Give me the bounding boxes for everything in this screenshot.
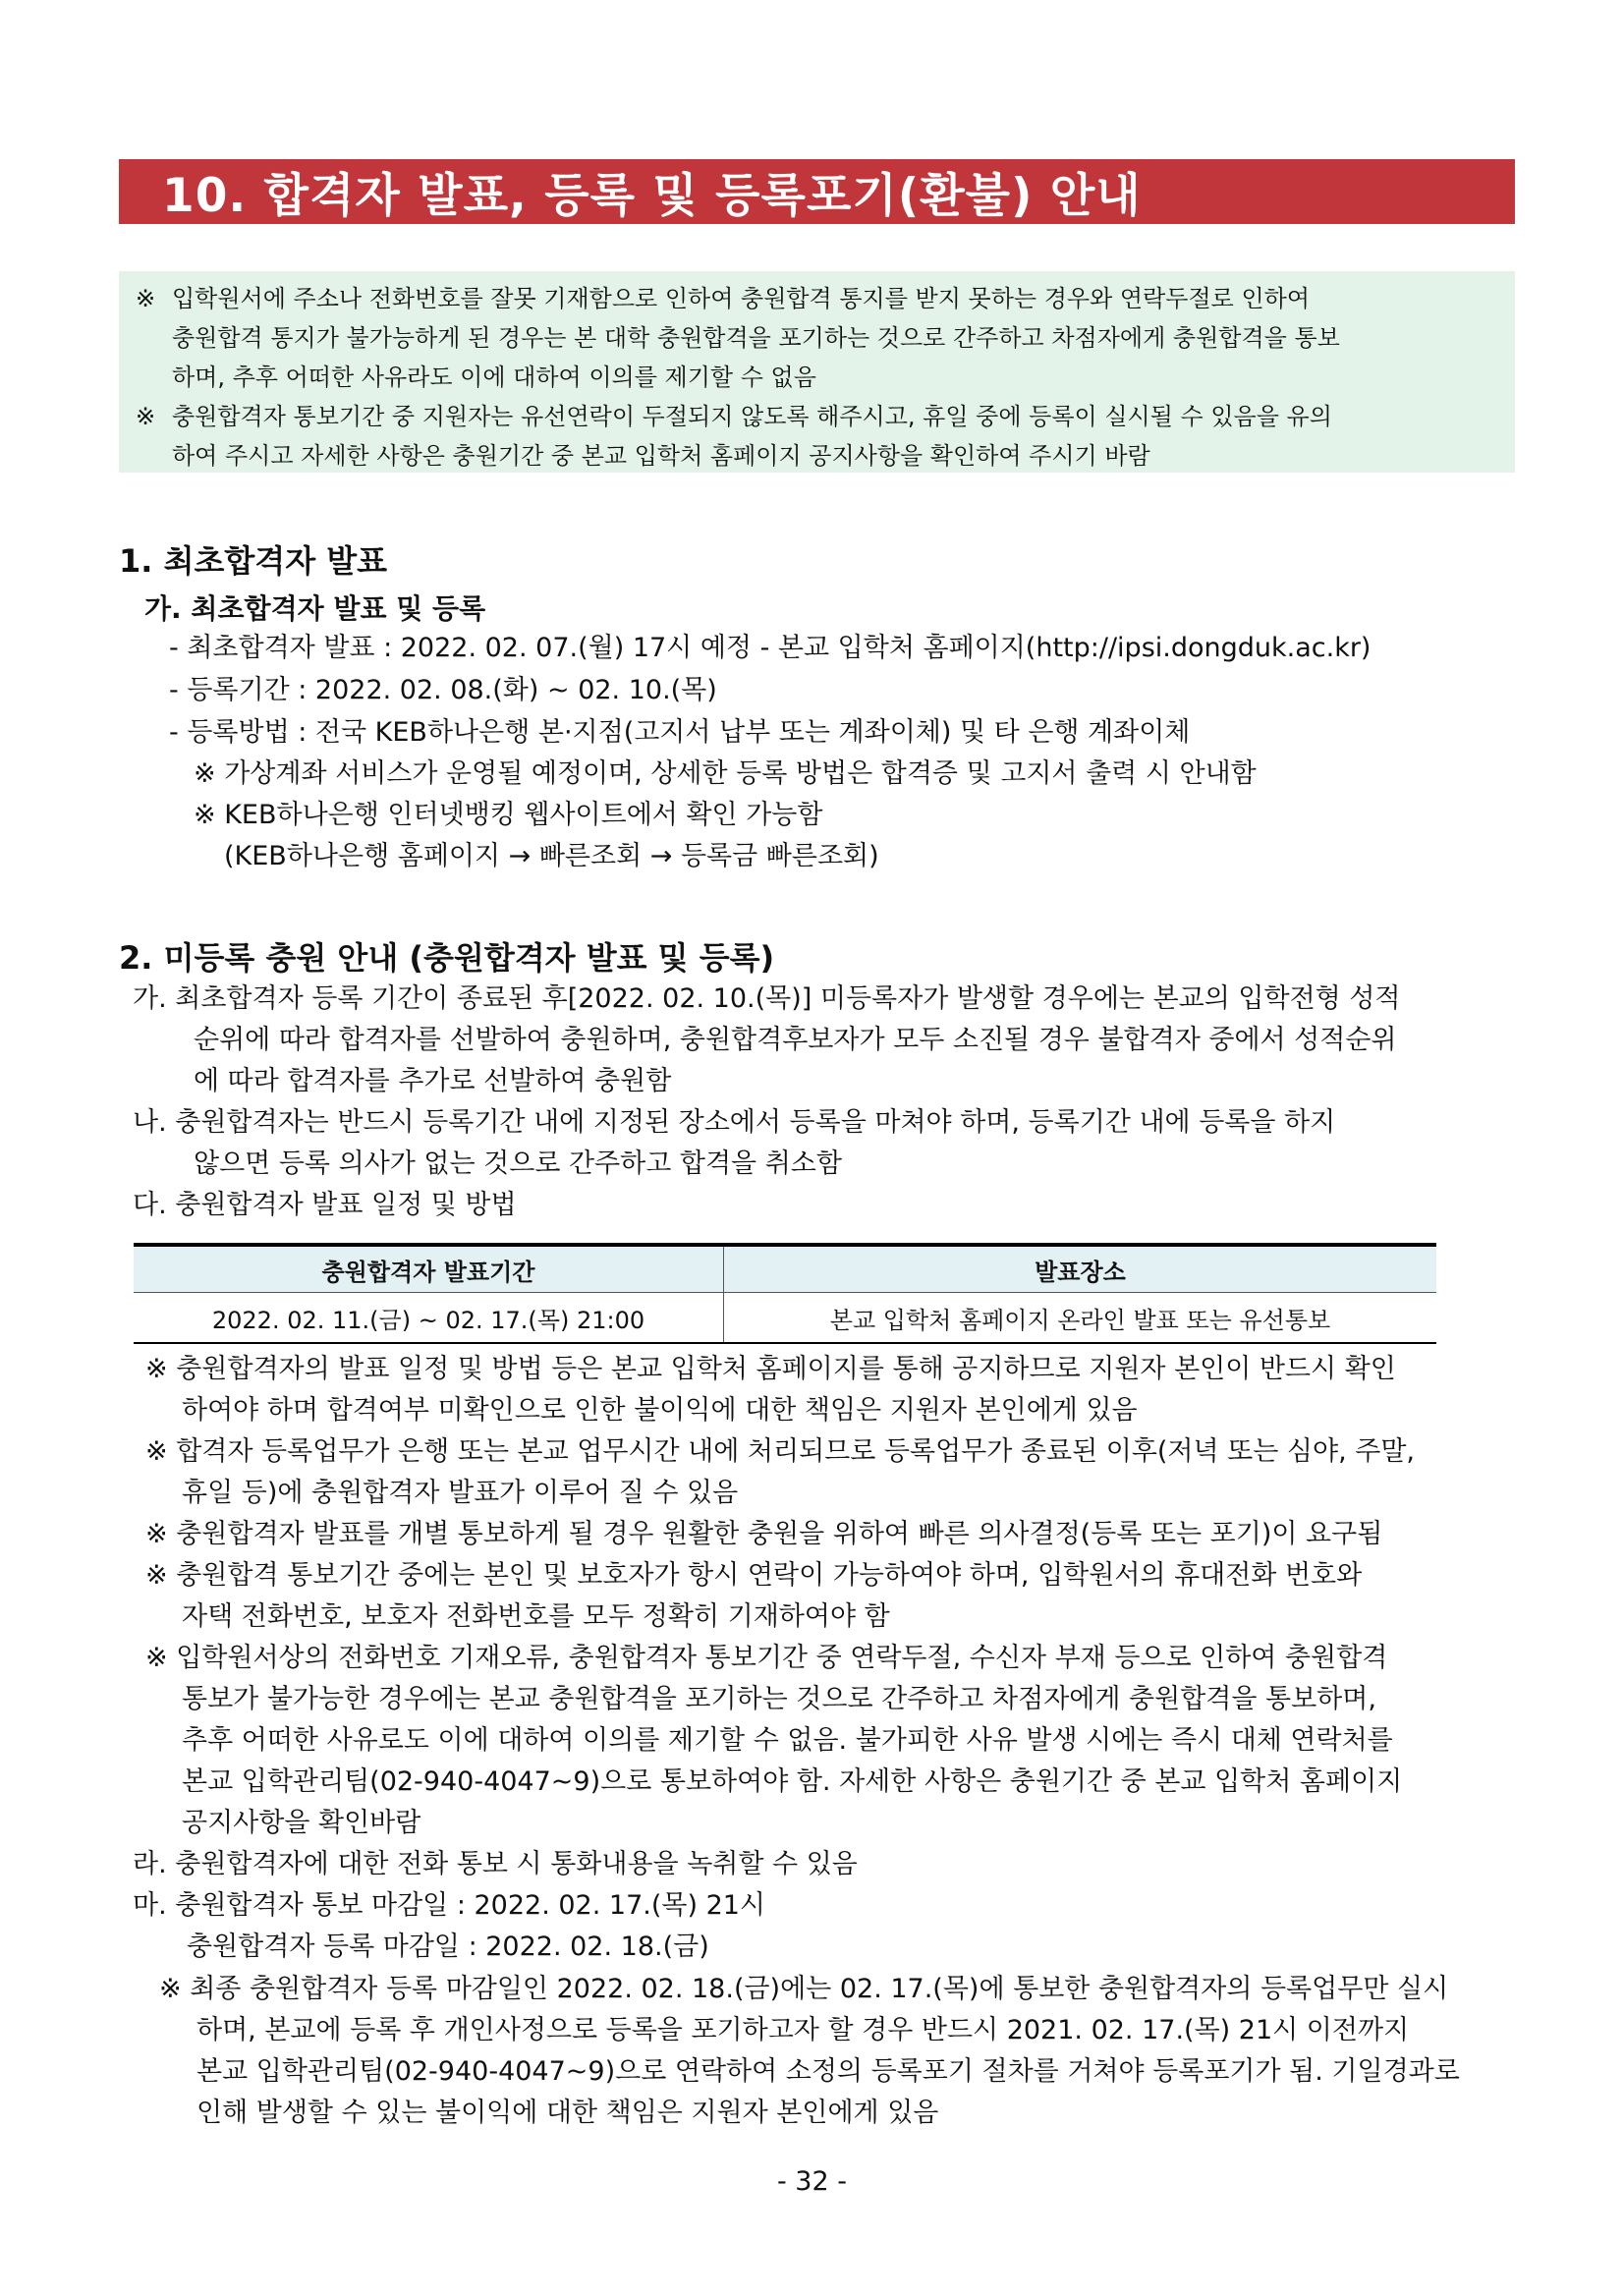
table-cell: 2022. 02. 11.(금) ~ 02. 17.(목) 21:00 [134,1293,724,1344]
note-mark: ※ [136,285,156,312]
note-line: 하여야 하며 합격여부 미확인으로 인한 불이익에 대한 책임은 지원자 본인에게 있음 [182,1395,1138,1426]
heading-unregistered-fill: 2. 미등록 충원 안내 (충원합격자 발표 및 등록) [119,939,775,977]
text-line: 다. 충원합격자 발표 일정 및 방법 [133,1190,517,1220]
note-line: 공지사항을 확인바람 [182,1808,421,1838]
table-header: 충원합격자 발표기간 [134,1245,724,1293]
note-line: ※ 입학원서상의 전화번호 기재오류, 충원합격자 통보기간 중 연락두절, 수신자 부재 등으로 인하여 충원합격 [145,1643,1388,1673]
notice-line: 하여 주시고 자세한 사항은 충원기간 중 본교 입학처 홈페이지 공지사항을 확인하여 주시기 바람 [172,442,1150,470]
text-line: (KEB하나은행 홈페이지 → 빠른조회 → 등록금 빠른조회) [224,841,879,871]
text-line: 가. 최초합격자 등록 기간이 종료된 후[2022. 02. 10.(목)] 미등록자가 발생할 경우에는 본교의 입학전형 성적 [133,983,1401,1014]
note-line: 본교 입학관리팀(02-940-4047~9)으로 연락하여 소정의 등록포기 절차를 거쳐야 등록포기가 됨. 기일경과로 [196,2056,1460,2087]
text-line: 순위에 따라 합격자를 선발하여 충원하며, 충원합격후보자가 모두 소진될 경우 불합격자 중에서 성적순위 [194,1025,1397,1055]
notice-line: 하며, 추후 어떠한 사유라도 이에 대하여 이의를 제기할 수 없음 [172,364,816,391]
note-line: 통보가 불가능한 경우에는 본교 충원합격을 포기하는 것으로 간주하고 차점자에게 충원합격을 통보하며, [182,1684,1376,1714]
notice-line: ※ 충원합격자 통보기간 중 지원자는 유선연락이 두절되지 않도록 해주시고, 휴일 중에 등록이 실시될 수 있음을 유의 [136,397,1495,436]
page-number: - 32 - [776,2166,847,2197]
table-cell: 본교 입학처 홈페이지 온라인 발표 또는 유선통보 [724,1293,1437,1344]
table-header-row [134,1245,1436,1293]
text-line: 나. 충원합격자는 반드시 등록기간 내에 지정된 장소에서 등록을 마쳐야 하며, 등록기간 내에 등록을 하지 [133,1107,1336,1138]
heading-initial-announcement: 1. 최초합격자 발표 [119,542,388,580]
text-line: ※ KEB하나은행 인터넷뱅킹 웹사이트에서 확인 가능함 [194,800,823,830]
subheading-announce-register: 가. 최초합격자 발표 및 등록 [144,592,486,625]
note-line: 추후 어떠한 사유로도 이에 대하여 이의를 제기할 수 없음. 불가피한 사유 발생 시에는 즉시 대체 연락처를 [182,1725,1393,1756]
note-line: ※ 충원합격자의 발표 일정 및 방법 등은 본교 입학처 홈페이지를 통해 공지하므로 지원자 본인이 반드시 확인 [145,1354,1396,1384]
section-title: 10. 합격자 발표, 등록 및 등록포기(환불) 안내 [119,159,1515,224]
notice-line: ※ 입학원서에 주소나 전화번호를 잘못 기재함으로 인하여 충원합격 통지를 받지 못하는 경우와 연락두절로 인하여 [136,279,1495,318]
text-line: - 등록기간 : 2022. 02. 08.(화) ~ 02. 10.(목) [169,675,717,705]
note-line: ※ 충원합격자 발표를 개별 통보하게 될 경우 원활한 충원을 위하여 빠른 의사결정(등록 또는 포기)이 요구됨 [145,1519,1383,1549]
note-mark: ※ [136,403,156,430]
notice-box [119,271,1515,473]
text-line: 충원합격자 등록 마감일 : 2022. 02. 18.(금) [187,1932,709,1962]
note-line: 본교 입학관리팀(02-940-4047~9)으로 통보하여야 함. 자세한 사항은 충원기간 중 본교 입학처 홈페이지 [182,1766,1403,1797]
note-line: ※ 최종 충원합격자 등록 마감일인 2022. 02. 18.(금)에는 02. 17.(목)에 통보한 충원합격자의 등록업무만 실시 [159,1974,1449,2004]
note-line: 하며, 본교에 등록 후 개인사정으로 등록을 포기하고자 할 경우 반드시 2021. 02. 17.(목) 21시 이전까지 [196,2015,1410,2045]
notice-line: 충원합격 통지가 불가능하게 된 경우는 본 대학 충원합격을 포기하는 것으로 간주하고 차점자에게 충원합격을 통보 [172,324,1340,352]
announcement-table [134,1243,1436,1344]
text-line: - 등록방법 : 전국 KEB하나은행 본·지점(고지서 납부 또는 계좌이체) 및 타 은행 계좌이체 [169,717,1191,748]
note-line: 자택 전화번호, 보호자 전화번호를 모두 정확히 기재하여야 함 [182,1601,890,1632]
note-line: ※ 충원합격 통보기간 중에는 본인 및 보호자가 항시 연락이 가능하여야 하며, 입학원서의 휴대전화 번호와 [145,1560,1363,1591]
table-row [134,1293,1436,1344]
text-line: 않으면 등록 의사가 없는 것으로 간주하고 합격을 취소함 [194,1148,842,1179]
note-line: 휴일 등)에 충원합격자 발표가 이루어 질 수 있음 [182,1478,739,1508]
note-line: ※ 합격자 등록업무가 은행 또는 본교 업무시간 내에 처리되므로 등록업무가 종료된 이후(저녁 또는 심야, 주말, [145,1436,1416,1467]
note-line: 인해 발생할 수 있는 불이익에 대한 책임은 지원자 본인에게 있음 [196,2098,939,2128]
text-line: - 최초합격자 발표 : 2022. 02. 07.(월) 17시 예정 - 본교 입학처 홈페이지(http://ipsi.dongduk.ac.kr) [169,633,1372,663]
text-line: 에 따라 합격자를 추가로 선발하여 충원함 [194,1066,672,1096]
text-line: ※ 가상계좌 서비스가 운영될 예정이며, 상세한 등록 방법은 합격증 및 고지서 출력 시 안내함 [194,758,1257,789]
text-line: 마. 충원합격자 통보 마감일 : 2022. 02. 17.(목) 21시 [133,1890,766,1921]
text-line: 라. 충원합격자에 대한 전화 통보 시 통화내용을 녹취할 수 있음 [133,1849,858,1879]
table-header: 발표장소 [724,1245,1437,1293]
